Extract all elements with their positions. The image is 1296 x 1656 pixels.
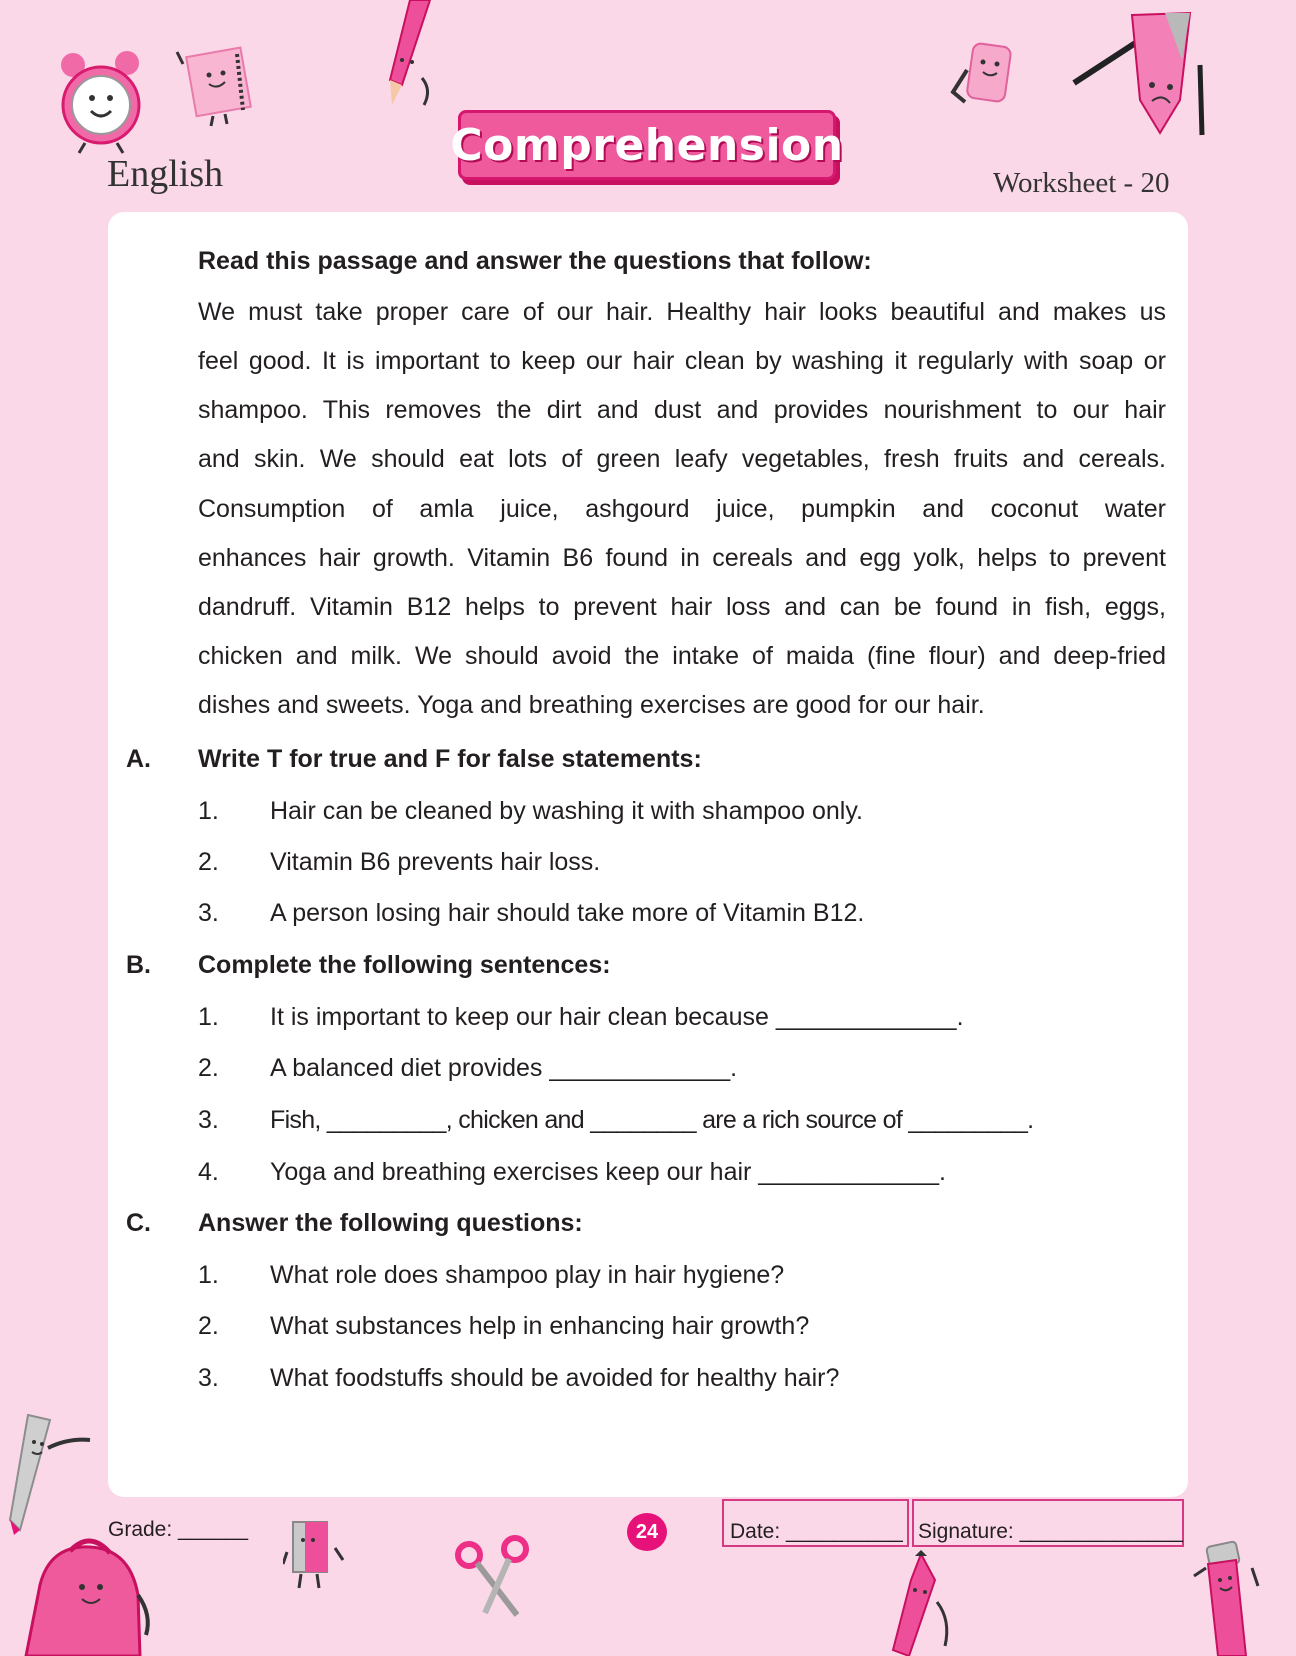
alarm-clock-icon — [55, 45, 150, 155]
question-number: 2. — [198, 848, 219, 876]
crayon-icon — [885, 1550, 955, 1656]
passage-line: enhances hair growth. Vitamin B6 found in cereals and egg yolk, helps to prevent — [198, 544, 1166, 572]
section-b-heading: Complete the following sentences: — [198, 951, 611, 979]
question-text: Hair can be cleaned by washing it with shampoo only. — [270, 797, 863, 825]
question-text: What foodstuffs should be avoided for healthy hair? — [270, 1364, 840, 1392]
signature-box[interactable] — [912, 1499, 1184, 1547]
section-c-heading: Answer the following questions: — [198, 1209, 583, 1237]
question-text: Yoga and breathing exercises keep our hair _____________. — [270, 1158, 946, 1186]
question-text: What role does shampoo play in hair hygiene? — [270, 1261, 785, 1289]
question-text: A person losing hair should take more of Vitamin B12. — [270, 899, 865, 927]
passage-line: Consumption of amla juice, ashgourd juice, pumpkin and coconut water — [198, 495, 1166, 523]
ruler-icon — [8, 1410, 93, 1535]
subject-label: English — [107, 153, 224, 195]
pencil-character-icon — [1070, 5, 1210, 140]
page-number: 24 — [635, 1520, 659, 1543]
pen-icon — [1190, 1538, 1260, 1656]
question-number: 3. — [198, 1106, 219, 1134]
pencil-icon — [380, 0, 440, 110]
bag-icon — [20, 1525, 155, 1656]
question-text: What substances help in enhancing hair growth? — [270, 1312, 810, 1340]
question-text: Fish, _________, chicken and ________ are a rich source of _________. — [270, 1106, 1034, 1134]
section-b-letter: B. — [126, 951, 151, 979]
passage-line: dishes and sweets. Yoga and breathing exercises are good for our hair. — [198, 691, 985, 719]
passage-line: shampoo. This removes the dirt and dust and provides nourishment to our hair — [198, 396, 1166, 424]
page-title-text: Comprehension — [450, 119, 844, 171]
instruction-text: Read this passage and answer the questions that follow: — [198, 247, 872, 275]
question-text: A balanced diet provides _____________. — [270, 1054, 738, 1082]
question-text: Vitamin B6 prevents hair loss. — [270, 848, 601, 876]
question-number: 3. — [198, 899, 219, 927]
worksheet-number: Worksheet - 20 — [993, 167, 1170, 199]
page-number-badge — [627, 1513, 667, 1551]
question-number: 3. — [198, 1364, 219, 1392]
passage-line: We must take proper care of our hair. Healthy hair looks beautiful and makes us — [198, 298, 1166, 326]
eraser-icon — [945, 40, 1030, 120]
question-number: 2. — [198, 1312, 219, 1340]
question-number: 1. — [198, 1003, 219, 1031]
grade-field[interactable]: Grade: ______ — [108, 1518, 249, 1541]
passage-line: and skin. We should eat lots of green leafy vegetables, fresh fruits and cereals. — [198, 445, 1166, 473]
date-box[interactable] — [722, 1499, 909, 1547]
section-c-letter: C. — [126, 1209, 151, 1237]
date-field[interactable]: Date: __________ — [730, 1520, 903, 1543]
question-number: 2. — [198, 1054, 219, 1082]
question-number: 1. — [198, 797, 219, 825]
page-title — [450, 110, 844, 180]
question-number: 1. — [198, 1261, 219, 1289]
question-text: It is important to keep our hair clean because _____________. — [270, 1003, 964, 1031]
passage-line: dandruff. Vitamin B12 helps to prevent hair loss and can be found in fish, eggs, — [198, 593, 1166, 621]
section-a-heading: Write T for true and F for false statements: — [198, 745, 702, 773]
passage-line: chicken and milk. We should avoid the intake of maida (fine flour) and deep-fried — [198, 642, 1166, 670]
question-number: 4. — [198, 1158, 219, 1186]
passage-line: feel good. It is important to keep our hair clean by washing it regularly with soap or — [198, 347, 1166, 375]
sharpener-icon — [283, 1518, 345, 1590]
notebook-icon — [175, 42, 260, 127]
signature-field[interactable]: Signature: ______________ — [918, 1520, 1184, 1543]
scissors-icon — [455, 1535, 535, 1620]
section-a-letter: A. — [126, 745, 151, 773]
